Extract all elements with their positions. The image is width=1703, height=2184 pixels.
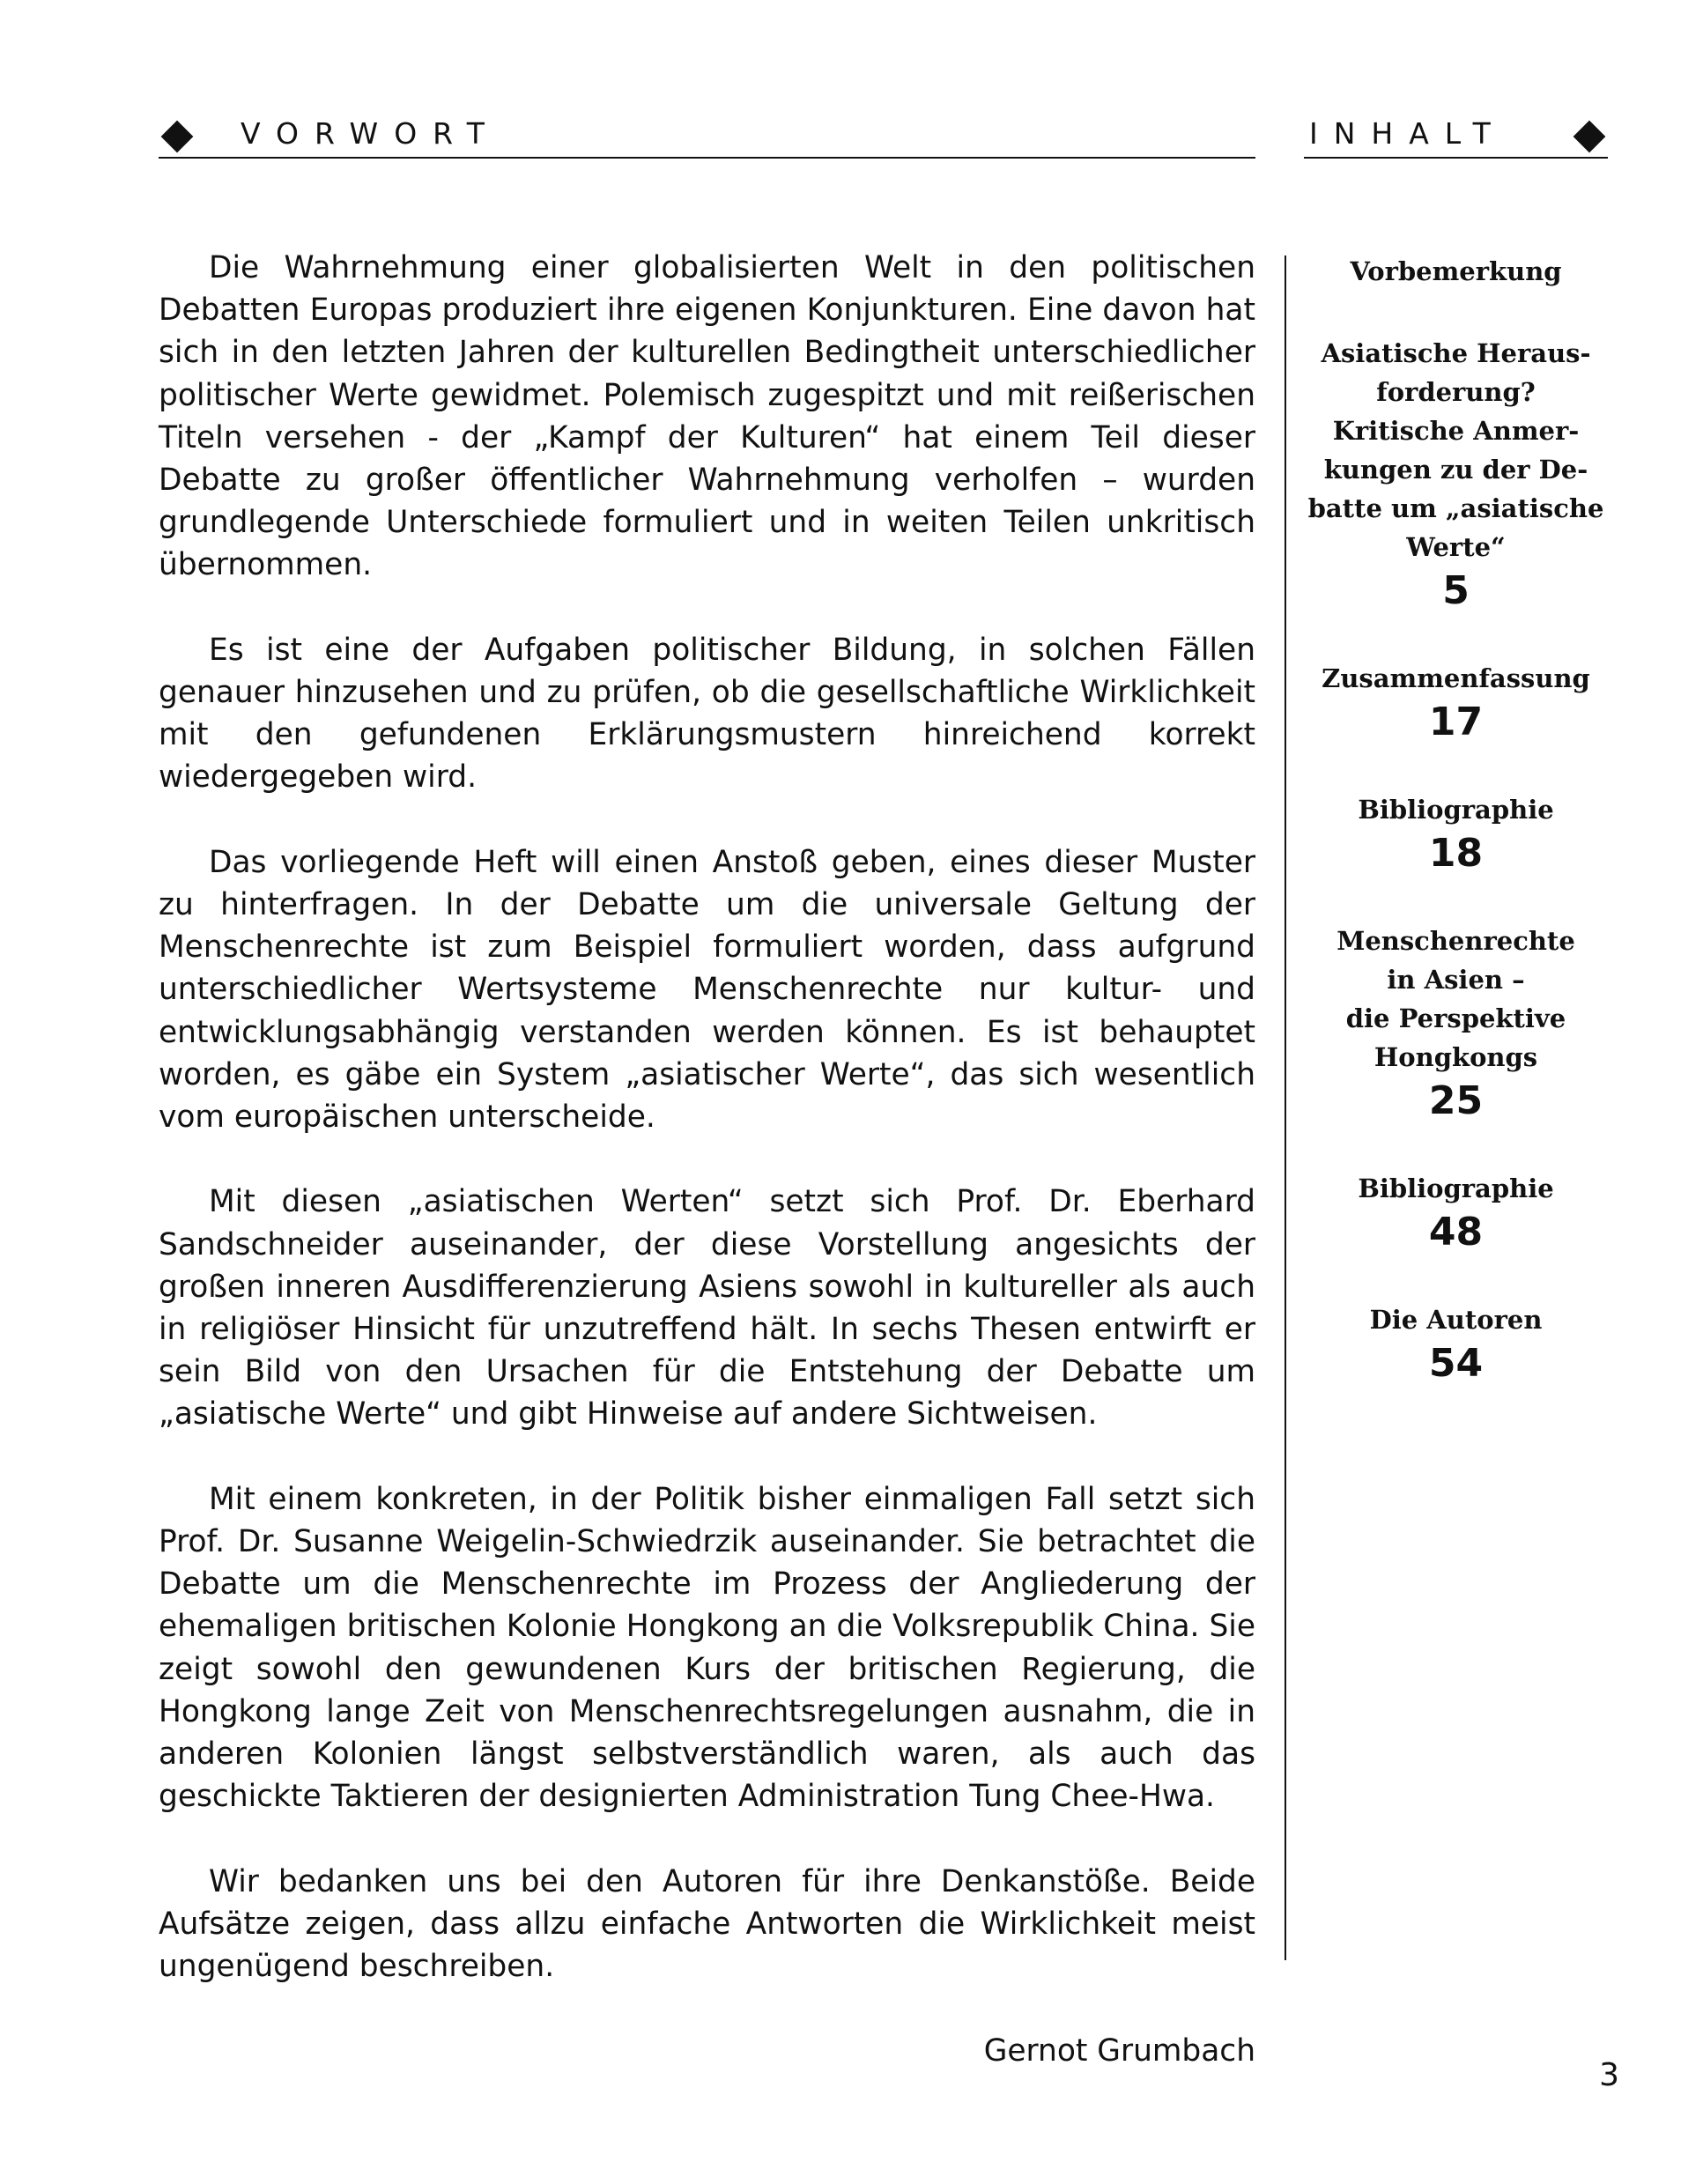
toc-entry-page: 54 xyxy=(1428,1341,1484,1386)
paragraph: Es ist eine der Aufgaben politischer Bildung, in solchen Fällen genauer hinzusehen und zu prüfen, ob die gesellschaftliche Wirklichkeit mit den gefundenen Erklärungsmustern hinreichend korrekt wiedergegeben wird. xyxy=(159,632,1255,796)
page-number: 3 xyxy=(1599,2057,1619,2093)
header-left-title: VORWORT xyxy=(241,116,500,151)
foreword-body xyxy=(159,247,1255,2073)
column-divider xyxy=(1285,255,1286,1960)
header-right-title: INHALT xyxy=(1309,116,1507,151)
toc-entry-title: Menschenrechte in Asien – die Perspektive Hongkongs xyxy=(1336,926,1575,1072)
paragraph: Wir bedanken uns bei den Autoren für ihre Denkanstöße. Beide Aufsätze zeigen, dass allzu einfache Antworten die Wirklichkeit meist ungenügend beschreiben. xyxy=(159,1863,1255,1985)
toc-entry[interactable] xyxy=(1304,1169,1608,1257)
diamond-icon xyxy=(161,121,194,153)
toc-entry-title: Vorbemerkung xyxy=(1350,256,1562,286)
toc-entry-title: Bibliographie xyxy=(1358,1173,1554,1203)
toc-entry-page: 25 xyxy=(1428,1078,1484,1123)
header-vorwort xyxy=(159,115,1255,159)
toc-entry[interactable] xyxy=(1304,1300,1608,1388)
paragraph: Die Wahrnehmung einer globalisierten Welt in den politischen Debatten Europas produziert ihre eigenen Konjunkturen. Eine davon hat sich in den letzten Jahren der kulturellen Bedingtheit unterschiedlicher politischer Werte gewidmet. Polemisch zugespitzt und mit reißerischen Titeln versehen - der „Kampf der Kulturen“ hat einem Teil dieser Debatte zu großer öffentlicher Wahrnehmung verholfen – wurden grundlegende Unterschiede formuliert und in weiten Teilen unkritisch übernommen. xyxy=(159,250,1255,583)
diamond-icon xyxy=(1573,121,1606,153)
toc-entry-page: 17 xyxy=(1428,700,1484,744)
paragraph: Mit diesen „asiatischen Werten“ setzt sich Prof. Dr. Eberhard Sandschneider auseinander, der diese Vorstellung angesichts der großen inneren Ausdifferenzierung Asiens sowohl in kultureller als auch in religiöser Hinsicht für unzutreffend hält. In sechs Thesen entwirft er sein Bild von den Ursachen für die Entstehung der Debatte um „asiatische Werte“ und gibt Hinweise auf andere Sichtweisen. xyxy=(159,1184,1255,1433)
toc-entry-title: Bibliographie xyxy=(1358,795,1554,825)
toc-entry[interactable] xyxy=(1304,922,1608,1126)
paragraph: Das vorliegende Heft will einen Anstoß geben, eines dieser Muster zu hinterfragen. In der Debatte um die universale Geltung der Menschenrechte ist zum Beispiel formuliert worden, dass aufgrund unterschiedlicher Wertsysteme Menschenrechte nur kultur- und entwicklungsabhängig verstanden werden können. Es ist behauptet worden, es gäbe ein System „asiatischer Werte“, das sich wesentlich vom europäischen unterscheide. xyxy=(159,844,1255,1136)
toc-entry-page: 18 xyxy=(1428,831,1484,876)
toc-entry-title: Zusammenfassung xyxy=(1322,663,1590,693)
toc-entry[interactable] xyxy=(1304,252,1608,291)
table-of-contents xyxy=(1304,252,1608,1432)
toc-entry-title: Asiatische Heraus- forderung? Kritische Anmer- kungen zu der De- batte um „asiatische Werte“ xyxy=(1307,338,1604,562)
toc-entry[interactable] xyxy=(1304,790,1608,878)
toc-entry[interactable] xyxy=(1304,334,1608,616)
signature: Gernot Grumbach xyxy=(983,2033,1255,2069)
toc-entry-page: 48 xyxy=(1428,1210,1484,1255)
paragraph: Mit einem konkreten, in der Politik bisher einmaligen Fall setzt sich Prof. Dr. Susanne Weigelin-Schwiedrzik auseinander. Sie betrachtet die Debatte um die Menschenrechte im Prozess der Angliederung der ehemaligen britischen Kolonie Hongkong an die Volksrepublik China. Sie zeigt sowohl den gewundenen Kurs der britischen Regierung, die Hongkong lange Zeit von Menschenrechtsregelungen ausnahm, die in anderen Kolonien längst selbstverständlich waren, als auch das geschickte Taktieren der designierten Administration Tung Chee-Hwa. xyxy=(159,1481,1255,1815)
toc-entry[interactable] xyxy=(1304,659,1608,747)
header-inhalt xyxy=(1304,115,1608,159)
toc-entry-page: 5 xyxy=(1442,568,1470,613)
toc-entry-title: Die Autoren xyxy=(1369,1305,1543,1335)
